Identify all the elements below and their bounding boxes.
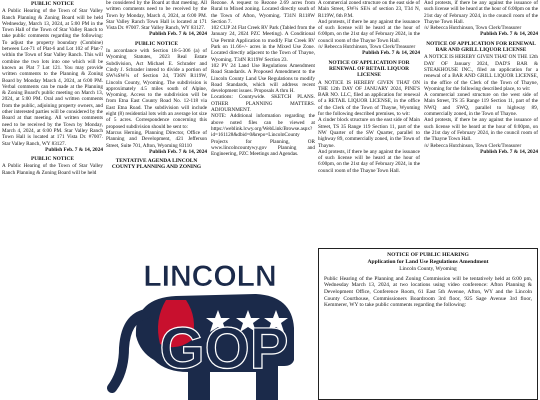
notice-body: And protests, if there be any against the issuance of such license will be heard at the hour of 6:00pm, on the 21st day of February 2024, in the council room of the Thayne Town Hall. (424, 117, 538, 143)
publish-line: Publish Feb. 7 & 14, 2024 (362, 50, 420, 57)
agenda-item: 102 PV 24 Land Use Regulations Amendment Road Standards. A Proposed Amendment to the Lincoln County Land Use Regulations to modify Road Standards, which will address recent development issues. Proposals A thru H. (211, 62, 315, 95)
gop-logo-graphic (106, 248, 315, 400)
contact-address: Marcus Herning, Planning Director, Office of Planning and Development, 421 Jefferson Street, Suite 701, Afton, Wyoming 83110 (106, 129, 207, 149)
publish-line: Publish Feb. 7 & 14, 2024 (45, 146, 103, 153)
agenda-item: Rezone. A request to Rezone 2.69 acres from Rural to Mixed zoning. Located directly south of the Town of Afton, Wyoming. T31N R118W Section 7. (211, 0, 315, 25)
notice-body: A commercial zoned structure on the east side of Main Street, SW¼ SE¼ of section 23, T34 N, R119W, 6th P.M. (318, 0, 420, 19)
column-2 (106, 0, 207, 246)
notice-body: And protests, if there be any against the issuance of such license will be heard at the hour of 6:00pm, on the 21st day of February 2024, in the council room of the Thayne Town Hall. (318, 148, 420, 174)
publish-line: Publish Feb. 7 & 14, 2024 (149, 148, 207, 155)
agenda-item: 102 CUP 24 Flat Creek RV Park (Tabled from the January 24, 2024 PZC Meeting). A Conditional Use Permit Application to modify Flat Creek RV Park on 11.66+/- acres in the Mixed Use Zone. Located directly adjacent to the Town of Thayne, Wyoming. T34N R119W Section 23. (211, 25, 315, 63)
signature: /s/ Rebecca Hutchinson, Town Clerk/Treasurer (424, 25, 522, 32)
signature: /s/ Rebecca Hutchinson, Town Clerk/Treasurer (318, 44, 416, 51)
notice-heading: PUBLIC NOTICE (31, 156, 74, 163)
agenda-note: NOTE: Additional information regarding the above noted files can be viewed at https://weblink.lcwy.org/WebLink/Browse.aspx?id=161128&dbid=0&repo=LincolnCounty Projects for Planning, OR www.lincolncountywy.gov Planning and Engineering, PZC Meetings and Agendas. (211, 113, 315, 158)
box-county: Lincoln County, Wyoming (399, 265, 457, 272)
notice-heading: PUBLIC NOTICE (31, 1, 74, 7)
notice-body: A Public Hearing of the Town of Star Valley Ranch Planning & Zoning Board will be held Wednesday, March 13, 2024, at 5:00 PM in the Town Hall of the Town of Star Valley Ranch to take public comments regarding the following: To adjust the property boundary (Combine) between Lot-71 of Plat-6 and Lot 102 of Plat-7 within the Town of Star Valley Ranch. This will combine the two lots into one which will be known as Plat 7 Lot 121. You may provide written comments to the Planning & Zoning Board by Monday March 4, 2024, at 6:00 PM. Verbal comments can be made at the Planning & Zoning Board's public meeting on March 13, 2024, at 5:00 PM. Oral and written comments from the public, adjoining property owners, and other interested parties will be considered by the Board at that meeting. All written comments need to be received by the Town by Monday, March 4, 2024, at 6:00 PM. Star Valley Ranch Town Hall is located at 171 Vista Dr. #7007. Star Valley Ranch, WY 83127. (2, 8, 103, 147)
column-5 (424, 0, 538, 246)
notice-body: A Public Hearing of the Town of Star Valley Ranch Planning & Zoning Board will be held (2, 163, 103, 176)
lincoln-gop-logo (106, 248, 315, 400)
signature: /s/ Rebecca Hutchinson, Town Clerk/Treasurer (424, 142, 522, 149)
logo-word-gop: GOP (159, 316, 289, 381)
box-body: Public Hearing of the Planning and Zoning Commission will be tentatively held at 6:00 pm, Wednesday March 13, 2024, at two locations using video conference: Afton Planning & Development Office, Conference Room, 61 East 5th Avenue, Afton, WY and the Lincoln County Courthouse, Commissioners Boardroom 3rd floor, 925 Sage Avenue 3rd floor, Kemmerer, WY to take public comments regarding the following: (324, 275, 532, 309)
box-subtitle: Application for Land Use Regulations Amendment (367, 258, 489, 265)
public-hearing-notice-box (318, 248, 538, 400)
publish-line: Publish Feb. 7 & 14, 2024 (480, 148, 538, 155)
notice-heading: NOTICE OF APPLICATION FOR RENEWAL OF RETAIL LIQUOR LICENSE (328, 59, 410, 79)
column-4 (318, 0, 420, 246)
notice-body: And protests, if there be any against the issuance of such license will be heard at the hour of 6:00pm on the 21st day of February 2024, in the council room of the Thayne Town Hall. (424, 0, 538, 25)
logo-word-lincoln: LINCOLN (143, 260, 277, 293)
notice-heading: PUBLIC NOTICE (135, 40, 178, 47)
box-title: NOTICE OF PUBLIC HEARING (387, 252, 469, 258)
publish-line: Publish Feb. 7 & 14, 2024 (480, 31, 538, 38)
notice-body: A commercial zoned structure on the west side of Main Street, TS 35 Range 119 Section 11, part of the NWQ and SWQ, parallel to highway 89, commercially zoned, in the Town of Thayne. (424, 92, 538, 118)
notice-body: be considered by the Board at that meeting. All written comments need to be received by the Town by Monday, March 4, 2024, at 6:00 PM. Star Valley Ranch Town Hall is located at 171 Vista Dr. #7007. Star Valley Ranch, WY 83127. (106, 0, 207, 32)
notice-body: A cinder block structure on the east side of Main Street, TS 35 Range 119 Section 11, part of the NW Quarter of the SW Quarter, parallel to highway 89, commercially zoned, in the Town of Thayne. (318, 117, 420, 149)
column-3 (211, 0, 315, 246)
notice-body: A NOTICE IS HEREBY GIVEN THAT ON THE 12th DAY OF JANUARY 2024, PINE'S BAR NO. LLC, filed an application for renewal of a RETAIL LIQUOR LICENSE, in the office of the Clerk of the Town of Thayne, Wyoming for the following described premises, to wit: (318, 79, 420, 118)
notice-heading: NOTICE OF APPLICATION FOR RENEWAL BAR AND GRILL LIQUOR LICENSE (426, 40, 536, 54)
notice-body: In accordance with Section 18-5-306 (a) of Wyoming Statutes, 2023 Real Estate Subdivision, Act Michael E. Schrader and Cindy J. Schrader intend to divide a portion of SW¼SW¼ of Section 24, T36N R119W, Lincoln County, Wyoming. The subdivision is approximately 4.5 miles south of Alpine, Wyoming. Access to the subdivision will be from Etna East County Road No. 12-118 via East Etna Road. The subdivision will include eight (8) residential lots with an average lot size of 5 acres. Correspondence concerning this proposed subdivision should be sent to: (106, 48, 207, 130)
notice-body: And protests, if there be any against the issuance of such license will be heard at the hour of 6:00pm, on the 21st day of February 2024, in the council room of the Thayne Town Hall. (318, 18, 420, 44)
publish-line: Publish Feb. 7 & 14, 2024 (149, 31, 207, 38)
notice-body: A NOTICE IS HEREBY GIVEN THAT ON THE 12th DAY OF January 2024, DAD'S BAR & STEAKHOUSE INC., filed an application for a renewal of a BAR AND GRILL LIQUOR LICENSE, in the office of the Clerk of the Town of Thayne, Wyoming for the following described place, to wit: (424, 54, 538, 92)
agenda-heading: TENTATIVE AGENDA LINCOLN COUNTY PLANNING AND ZONING (111, 158, 202, 171)
agenda-item: Locations: Countywide. SKETCH PLANS. OTHER PLANNING MATTERS. ADJOURNMENT. (211, 94, 315, 114)
column-1 (2, 0, 103, 400)
